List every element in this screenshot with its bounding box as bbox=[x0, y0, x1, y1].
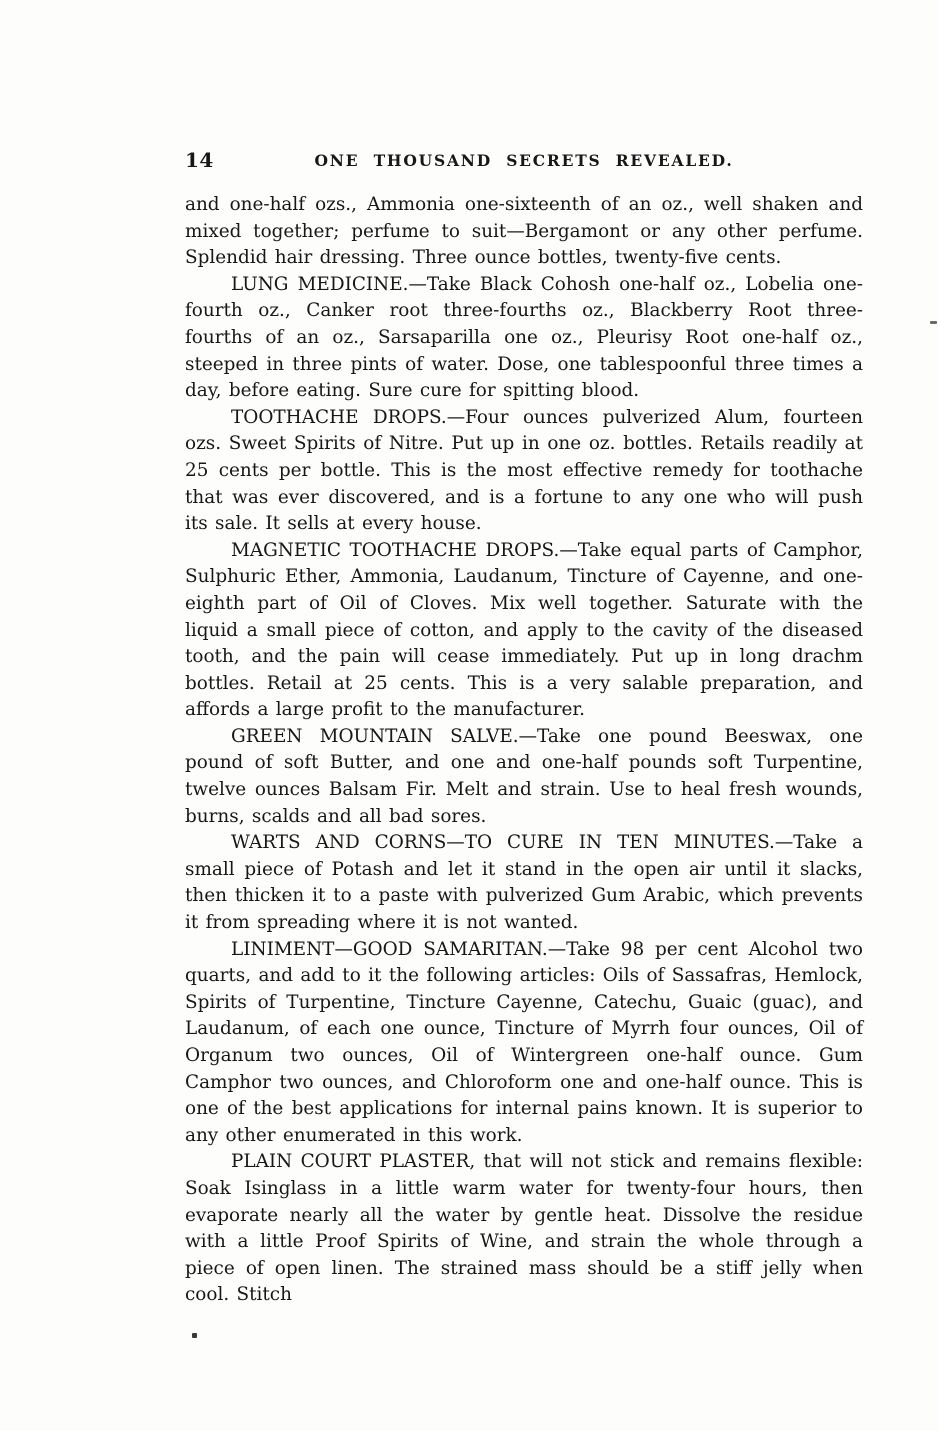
body-paragraph: GREEN MOUNTAIN SALVE.—Take one pound Beeswax, one pound of soft Butter, and one and one-half pounds soft Turpentine, twelve ounces Balsam Fir. Melt and strain. Use to heal fresh wounds, burns, scalds and all bad sores. bbox=[185, 725, 863, 827]
page-body bbox=[185, 192, 863, 1309]
running-title: ONE THOUSAND SECRETS REVEALED. bbox=[314, 151, 734, 170]
body-paragraph: WARTS AND CORNS—TO CURE IN TEN MINUTES.—Take a small piece of Potash and let it stand in the open air until it slacks, then thicken it to a paste with pulverized Gum Arabic, which prevents it from spreading where it is not wanted. bbox=[185, 832, 863, 934]
scan-artifact-edge-mark bbox=[930, 321, 937, 324]
body-paragraph: PLAIN COURT PLASTER, that will not stick and remains flexible: Soak Isinglass in a little warm water for twenty-four hours, then evaporate nearly all the water by gentle heat. Dissolve the residue with a little Proof Spirits of Wine, and strain the whole through a piece of open linen. The strained mass should be a stiff jelly when cool. Stitch bbox=[185, 1151, 863, 1306]
body-paragraph: LINIMENT—GOOD SAMARITAN.—Take 98 per cent Alcohol two quarts, and add to it the following articles: Oils of Sassafras, Hemlock, Spirits of Turpentine, Tincture Cayenne, Catechu, Guaic (guac), and Laudanum, of each one ounce, Tincture of Myrrh four ounces, Oil of Organum two ounces, Oil of Wintergreen one-half ounce. Gum Camphor two ounces, and Chloroform one and one-half ounce. This is one of the best applications for internal pains known. It is superior to any other enumerated in this work. bbox=[185, 938, 863, 1146]
body-paragraph: and one-half ozs., Ammonia one-sixteenth of an oz., well shaken and mixed together; perfume to suit—Bergamont or any other perfume. Splendid hair dressing. Three ounce bottles, twenty-five cents. bbox=[185, 194, 863, 269]
body-paragraph: TOOTHACHE DROPS.—Four ounces pulverized Alum, fourteen ozs. Sweet Spirits of Nitre. Put up in one oz. bottles. Retails readily at 25 cents per bottle. This is the most effective remedy for toothache that was ever discovered, and is a fortune to any one who will push its sale. It sells at every house. bbox=[185, 406, 863, 535]
body-paragraph: LUNG MEDICINE.—Take Black Cohosh one-half oz., Lobelia one-fourth oz., Canker root three-fourths oz., Blackberry Root three-fourths of an oz., Sarsaparilla one oz., Pleurisy Root one-half oz., steeped in three pints of water. Dose, one tablespoonful three times a day, before eating. Sure cure for spitting blood. bbox=[185, 273, 863, 402]
body-paragraph: MAGNETIC TOOTHACHE DROPS.—Take equal parts of Camphor, Sulphuric Ether, Ammonia, Laudanum, Tincture of Cayenne, and one-eighth part of Oil of Cloves. Mix well together. Saturate with the liquid a small piece of cotton, and apply to the cavity of the diseased tooth, and the pain will cease immediately. Put up in long drachm bottles. Retail at 25 cents. This is a very salable preparation, and affords a large profit to the manufacturer. bbox=[185, 539, 863, 721]
page-number: 14 bbox=[185, 148, 214, 172]
page-header bbox=[185, 148, 863, 178]
scan-artifact-dot bbox=[192, 1333, 197, 1338]
